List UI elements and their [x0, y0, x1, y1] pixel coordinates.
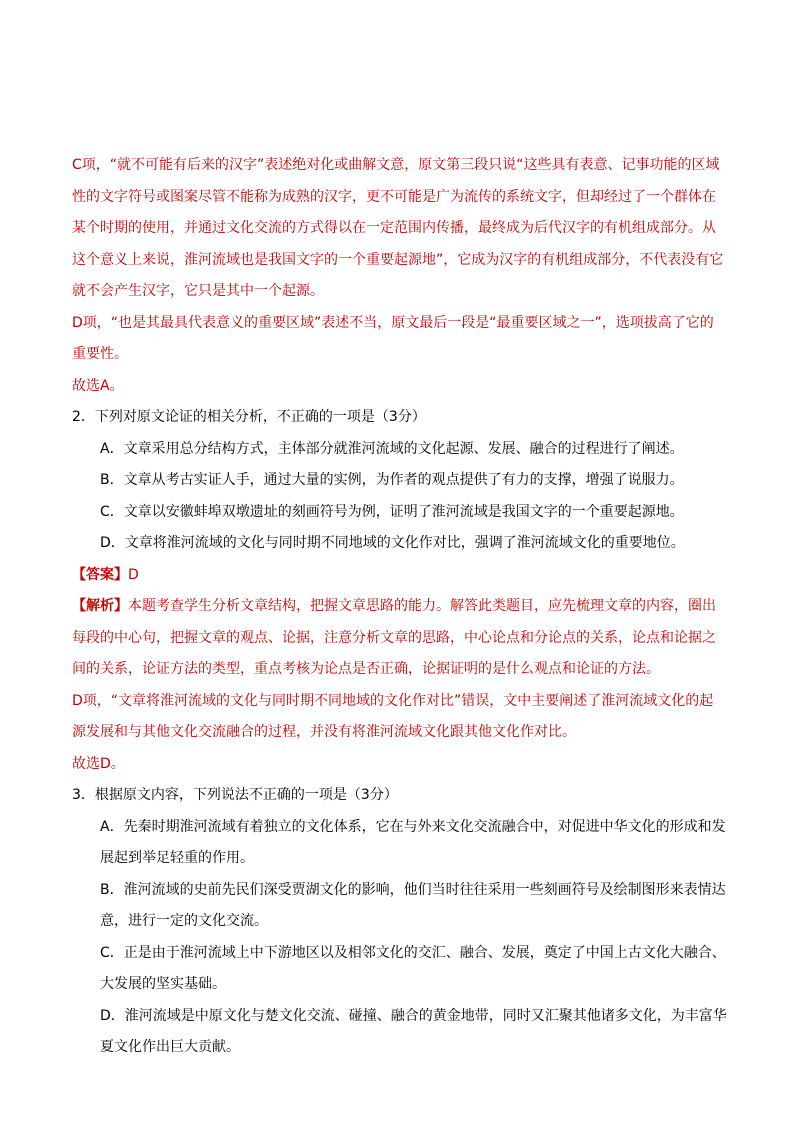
question-2-conclusion: 故选D。: [72, 755, 125, 772]
question-2-option-d: D．文章将淮河流域的文化与同时期不同地域的文化作对比，强调了淮河流域文化的重要地位。: [100, 535, 685, 551]
analysis-label: 【解析】: [72, 598, 128, 614]
question-3-option-d: D．淮河流域是中原文化与楚文化交流、碰撞、融合的黄金地带，同时又汇聚其他诸多文化，为丰富华夏文化作出巨大贡献。: [100, 1007, 727, 1055]
question-3-option-b: B．淮河流域的史前先民们深受贾湖文化的影响，他们当时往往采用一些刻画符号及绘制图形来表情达意，进行一定的文化交流。: [100, 881, 726, 929]
question-2-option-b: B．文章从考古实证人手，通过大量的实例，为作者的观点提供了有力的支撑，增强了说服力。: [100, 472, 684, 488]
analysis-text: 本题考查学生分析文章结构，把握文章思路的能力。解答此类题目，应先梳理文章的内容，圈出每段的中心句，把握文章的观点、论据，注意分析文章的思路，中心论点和分论点的关系，论点和论据之间的关系，论证方法的类型，重点考核为论点是否正确，论据证明的是什么观点和论证的方法。: [72, 598, 716, 677]
question-2-option-a: A．文章采用总分结构方式，主体部分就淮河流域的文化起源、发展、融合的过程进行了阐述。: [100, 440, 684, 457]
question-2-stem: 2．下列对原文论证的相关分析，不正确的一项是（3分）: [72, 409, 426, 425]
analysis-c-item: C项，“就不可能有后来的汉字”表述绝对化或曲解文意，原文第三段只说“这些具有表意、记事功能的区域性的文字符号或图案尽管不能称为成熟的汉字，更不可能是广为流传的系统文字，但却经过了一个群体在某个时期的使用，并通过文化交流的方式得以在一定范围内传播，最终成为后代汉字的有机组成部分。从这个意义上来说，淮河流域也是我国文字的一个重要起源地”，它成为汉字的有机组成部分，不代表没有它就不会产生汉字，它只是其中一个起源。: [72, 157, 724, 299]
question-2-analysis: [72, 591, 727, 686]
question-2-option-c: C．文章以安徽蚌埠双墩遗址的刻画符号为例，证明了淮河流域是我国文字的一个重要起源地。: [100, 503, 684, 520]
answer-value: D: [128, 566, 139, 583]
question-2-d-item: D项，“文章将淮河流域的文化与同时期不同地域的文化作对比”错误，文中主要阐述了淮河流域文化的起源发展和与其他文化交流融合的过程，并没有将淮河流域文化跟其他文化作对比。: [72, 692, 714, 740]
question-3-stem: 3．根据原文内容，下列说法不正确的一项是（3分）: [72, 787, 398, 803]
question-3-option-a: A．先秦时期淮河流域有着独立的文化体系，它在与外来文化交流融合中，对促进中华文化的形成和发展起到举足轻重的作用。: [100, 818, 726, 866]
question-2-answer: [72, 560, 727, 592]
analysis-d-item: D项，“也是其最具代表意义的重要区域”表述不当，原文最后一段是“最重要区域之一”，选项拔高了它的重要性。: [72, 314, 714, 362]
analysis-conclusion: 故选A。: [72, 377, 124, 394]
answer-label: 【答案】: [72, 566, 128, 583]
question-3-option-c: C．正是由于淮河流域上中下游地区以及相邻文化的交汇、融合、发展，奠定了中国上古文化大融合、大发展的坚实基础。: [100, 944, 726, 992]
document-content: [72, 150, 727, 1064]
